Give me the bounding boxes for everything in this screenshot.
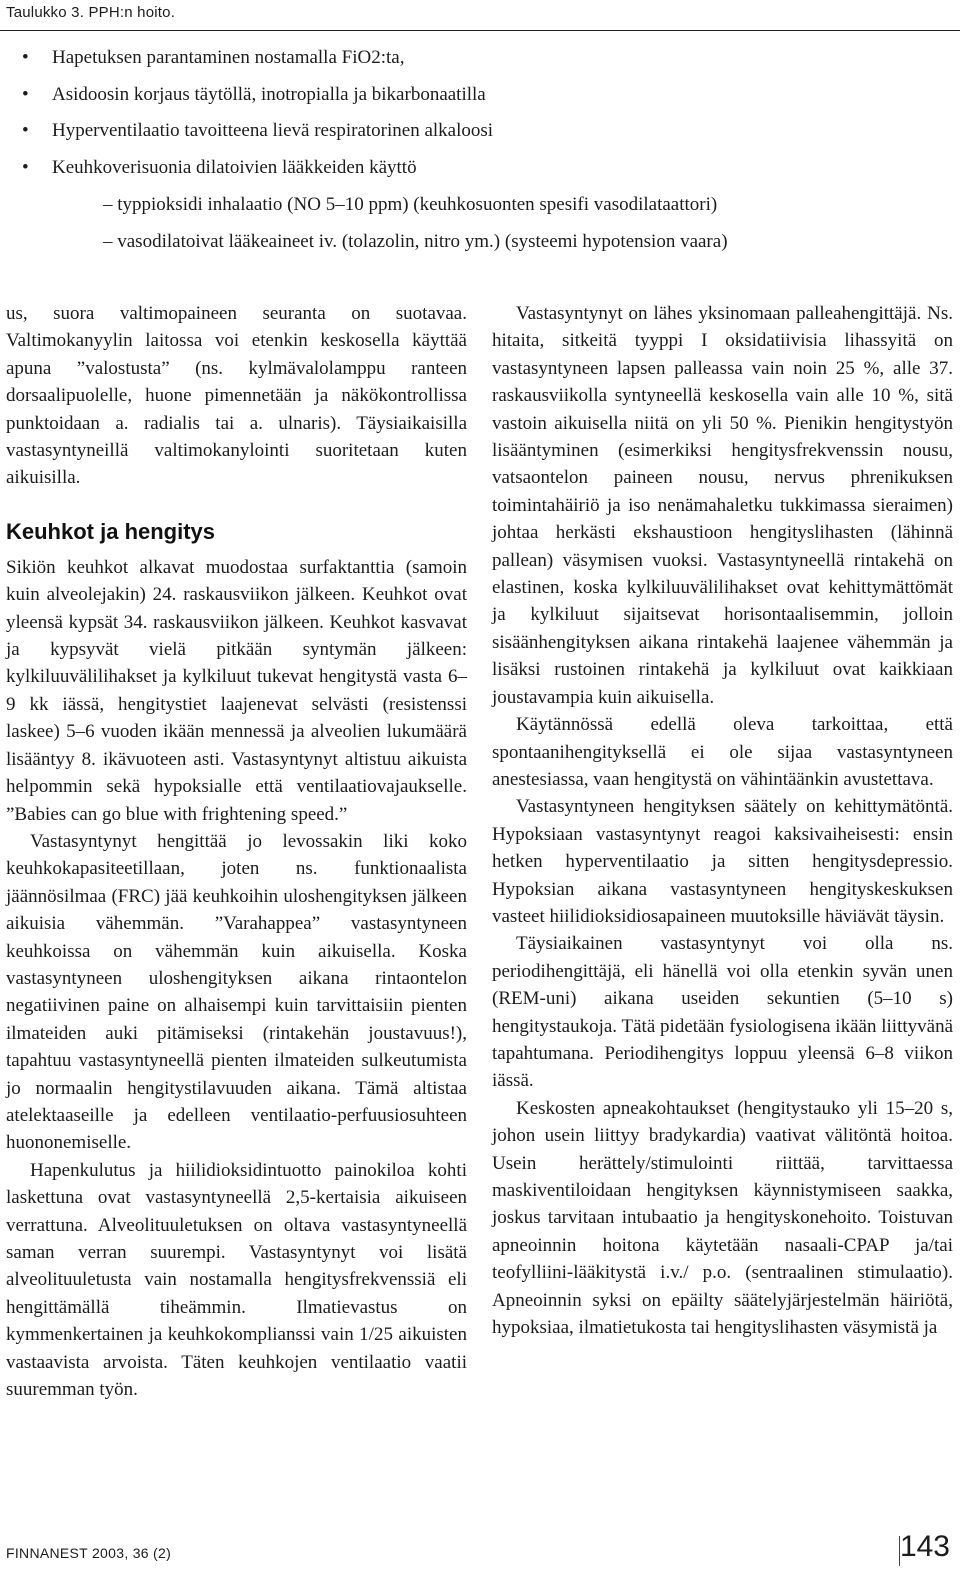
header-rule: [0, 30, 960, 31]
paragraph: Vastasyntynyt on lähes yksinomaan palleahengittäjä. Ns. hitaita, sitkeitä tyyppi I oksidatiivisia lihassyitä on vastasyntyneen lapsen palleassa vain noin 25 %, alle 37. raskausviikolla syntyneellä keskosella vain alle 10 %, sitä vastoin aikuisella niitä on yli 50 %. Pienikin hengitystyön lisääntyminen (esimerkiksi hengitysfrekvenssin nousu, vatsaontelon paineen nousu, nervus phrenikuksen toimintahäiriö ja iso nenämahaletku tukkimassa sieraimen) johtaa herkästi ekshaustioon hengityslihasten (lähinnä pallean) väsymisen vuoksi. Vastasyntyneellä rintakehä on elastinen, koska kylkiluuvälilihakset ovat kehittymättömät ja kylkiluut sijaitsevat horisontaalisemmin, jolloin sisäänhengityksen aikana rintakehä laajenee vähemmän ja lisäksi rustoinen rintakehä ja kylkiluut ovat kaikkiaan joustavampia kuin aikuisella.: [492, 303, 953, 708]
treatment-sub-list: [0, 187, 958, 260]
right-column: [492, 300, 953, 1341]
paragraph: Sikiön keuhkot alkavat muodostaa surfaktanttia (samoin kuin alveolejakin) 24. raskausviikon jälkeen. Keuhkot ovat yleensä kypsät 34. raskausviikon jälkeen. Keuhkot kasvavat ja kypsyvät vielä pitkään syntymän jälkeen: kylkiluuvälilihakset ja kylkiluut tukevat hengitystä vasta 6–9 kk iässä, hengitystiet laajenevat selvästi (resistenssi laskee) 5–6 vuoden ikään mennessä ja alveolien lukumäärä lisääntyy 8. ikävuoteen asti. Vastasyntynyt altistuu aikuista helpommin sekä hypoksialle että ventilaatiovajaukselle. ”Babies can go blue with frightening speed.”: [6, 556, 467, 825]
paragraph: Keskosten apneakohtaukset (hengitystauko yli 15–20 s, johon usein liittyy bradykardia) vaativat välitöntä hoitoa. Usein herättely/stimulointi riittää, tarvittaessa maskiventiloidaan hengityksen käynnistymiseen saakka, joskus tarvitaan intubaatio ja hengityskonehoito. Toistuvan apneoinnin hoitona käytetään nasaali-CPAP ja/tai teofylliini-lääkitystä i.v./ p.o. (sentraalinen stimulaatio). Apneoinnin syksi on epäilty säätelyjärjestelmän häiriötä, hypoksiaa, ilmatietukosta tai hengityslihasten väsymistä ja: [492, 1097, 953, 1339]
paragraph: Käytännössä edellä oleva tarkoittaa, että spontaanihengityksellä ei ole sijaa vastasyntyneen anestesiassa, vaan hengitystä on vähintäänkin avustettava.: [492, 714, 953, 790]
bullet-item: • Hapetuksen parantaminen nostamalla FiO2:ta,: [0, 40, 958, 77]
bullet-item: • Hyperventilaatio tavoitteena lievä respiratorinen alkaloosi: [0, 113, 958, 150]
bullet-item: • Keuhkoverisuonia dilatoivien lääkkeiden käyttö: [0, 150, 958, 187]
table-caption: Taulukko 3. PPH:n hoito.: [6, 4, 176, 21]
journal-citation: FINNANEST 2003, 36 (2): [6, 1545, 172, 1561]
treatment-table: [0, 40, 958, 260]
paragraph: Hapenkulutus ja hiilidioksidintuotto painokiloa kohti laskettuna ovat vastasyntyneellä 2,5-kertaisia aikuiseen verrattuna. Alveolituuletuksen on oltava vastasyntyneellä saman verran suurempi. Vastasyntynyt voi lisätä alveolituuletusta vain nostamalla hengitysfrekvenssiä eli hengittämällä tiheämmin. Ilmatievastus on kymmenkertainen ja keuhkokomplianssi vain 1/25 aikuisten vastaavista arvoista. Täten keuhkojen ventilaatio vaatii suuremman työn.: [6, 1159, 467, 1401]
paragraph: Vastasyntyneen hengityksen säätely on kehittymätöntä. Hypoksiaan vastasyntynyt reagoi kaksivaiheisesti: ensin hetken hyperventilaatio ja sitten hengitysdepressio. Hypoksian aikana vastasyntyneen hengityskeskuksen vasteet hiilidioksidiosapaineen muutoksille häviävät täysin.: [492, 796, 953, 927]
paragraph: us, suora valtimopaineen seuranta on suotavaa. Valtimokanyylin laitossa voi etenkin keskosella käyttää apuna ”valostusta” (ns. kylmävalolamppu ranteen dorsaalipuolelle, huone pimennetään ja näkökontrollissa punktoidaan a. radialis tai a. ulnaris). Täysiaikaisilla vastasyntyneillä valtimokanylointi suoritetaan kuten aikuisilla.: [6, 303, 467, 489]
paragraph: Täysiaikainen vastasyntynyt voi olla ns. periodihengittäjä, eli hänellä voi olla etenkin syvän unen (REM-uni) aikana useiden sekuntien (5–10 s) hengitystaukoja. Tätä pidetään fysiologisena ikään liittyvänä tapahtumana. Periodihengitys loppuu yleensä 6–8 viikon iässä.: [492, 933, 953, 1092]
bullet-item: • Asidoosin korjaus täytöllä, inotropialla ja bikarbonaatilla: [0, 77, 958, 114]
section-heading: Keuhkot ja hengitys: [6, 518, 216, 544]
treatment-bullet-list: [0, 40, 958, 187]
page-number: 143: [899, 1530, 950, 1563]
paragraph: Vastasyntynyt hengittää jo levossakin liki koko keuhkokapasiteetillaan, joten ns. funktionaalista jäännösilmaa (FRC) jää keuhkoihin uloshengityksen jälkeen aikuisia vähemmän. ”Varahappea” vastasyntyneen keuhkoissa on vähemmän kuin aikuisella. Koska vastasyntyneen uloshengityksen aikana rintaontelon negatiivinen paine on alhaisempi kuin tarvittaisiin pienten ilmateiden auki pitämiseksi (rintakehän joustavuus!), tapahtuu vastasyntyneellä pienten ilmateiden sulkeutumista jo normaalin hengitystilavuuden aikana. Tämä altistaa atelektaaseille ja edelleen ventilaatio-perfuusiosuhteen huononemiselle.: [6, 830, 467, 1154]
left-column: [6, 300, 467, 1403]
sub-item: – typpioksidi inhalaatio (NO 5–10 ppm) (keuhkosuonten spesifi vasodilataattori): [103, 193, 718, 215]
sub-item: – vasodilatoivat lääkeaineet iv. (tolazolin, nitro ym.) (systeemi hypotension vaara): [103, 230, 728, 252]
